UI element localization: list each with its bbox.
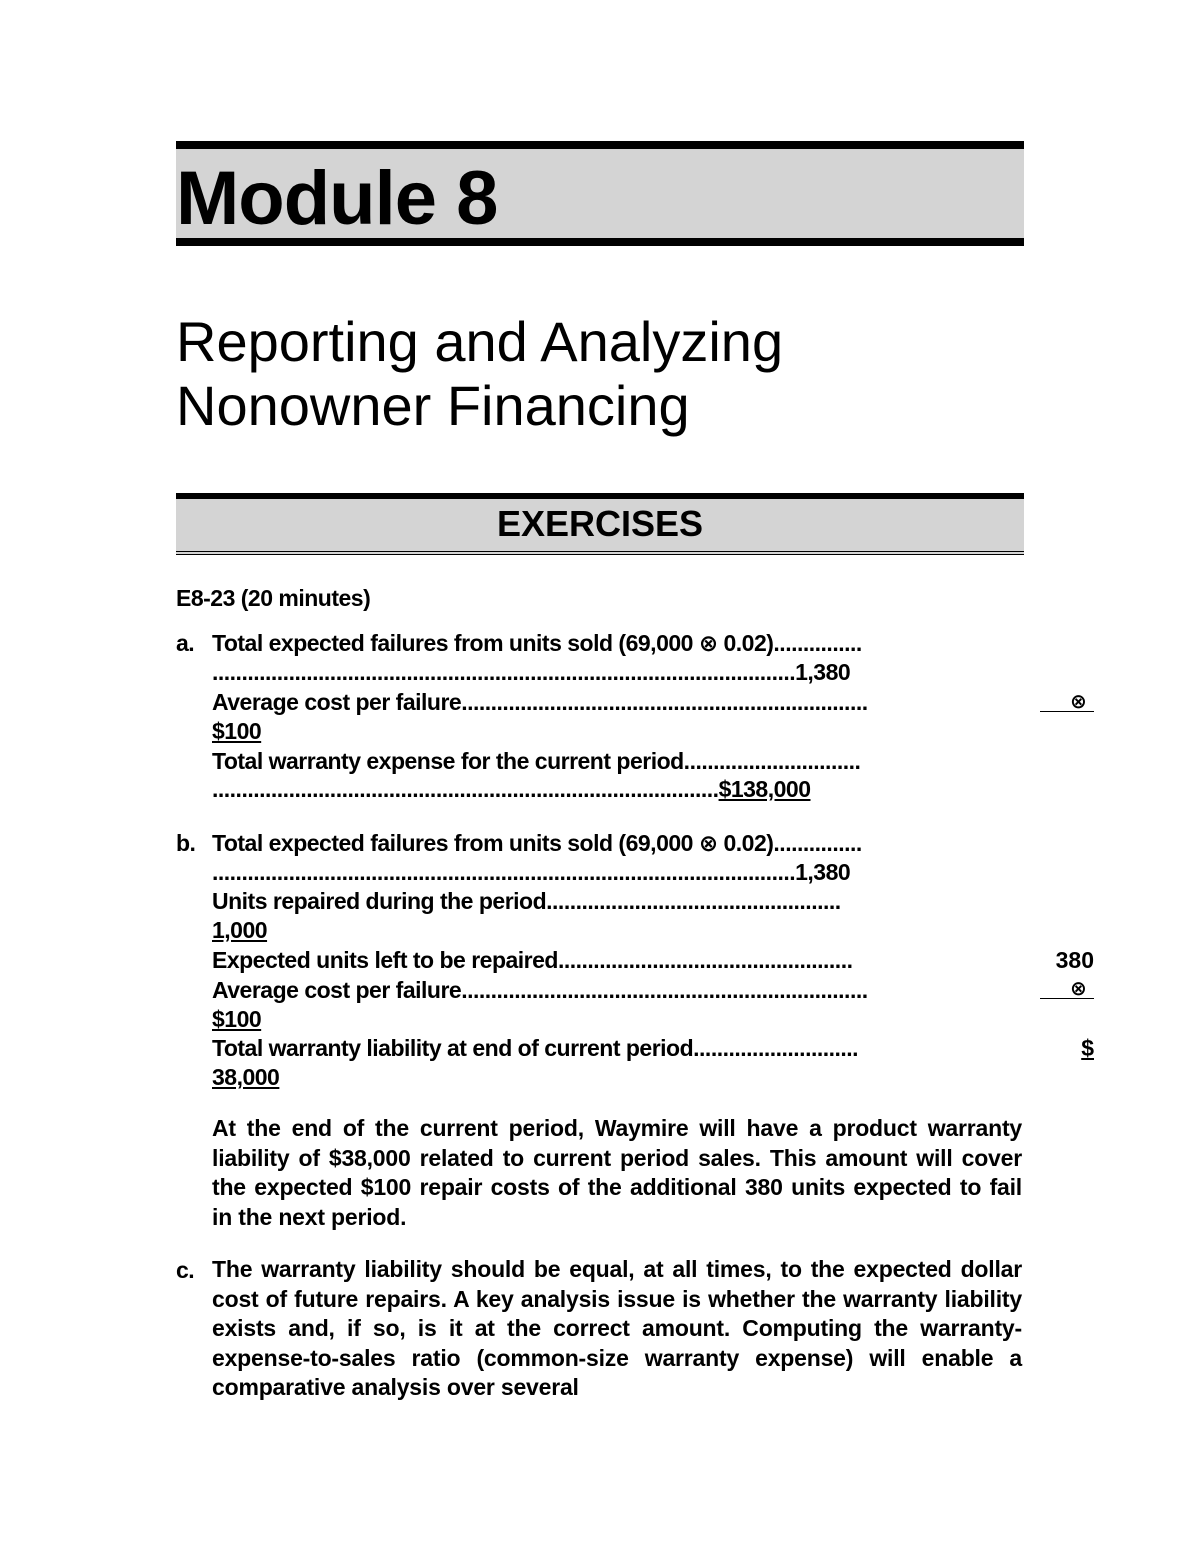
module-title: Module 8 <box>176 156 498 241</box>
part-b-line-4-value: $100 <box>212 1006 262 1032</box>
part-c-paragraph: The warranty liability should be equal, at all times, to the expected dollar cost of future repairs. A key analysis issue is whether the warranty liability exists and, if so, is it at the correct amount. Computing the warranty-expense-to-sales ratio (common-size warranty expense) will enable a comparative analysis over several <box>212 1256 1022 1400</box>
part-a-label: a. <box>176 630 195 656</box>
subtitle-line-2: Nonowner Financing <box>176 374 690 437</box>
subtitle-line-1: Reporting and Analyzing <box>176 310 784 373</box>
part-c-label: c. <box>176 1257 195 1283</box>
part-a-line-1: Total expected failures from units sold (69,000 ⊗ 0.02)............... <box>212 630 862 656</box>
exercises-heading: EXERCISES <box>496 503 704 544</box>
chapter-subtitle <box>176 310 783 438</box>
part-a-line-1-cont: ...................................................................................................1,380 <box>212 659 851 685</box>
part-b-line-4: Average cost per failure..................................................................... <box>212 977 868 1003</box>
multiply-icon: ⊗ <box>1070 978 1087 1000</box>
part-a-line-3-cont <box>212 774 811 804</box>
multiply-icon: ⊗ <box>1070 691 1087 713</box>
part-a-line-3: Total warranty expense for the current period.............................. <box>212 748 861 774</box>
module-banner <box>176 141 1024 246</box>
part-a-total-expense: $138,000 <box>718 776 811 802</box>
part-b-paragraph: At the end of the current period, Waymire will have a product warranty liability of $38,000 related to current period sales. This amount will cover the expected $100 repair costs of the additional 380 units expected to fail in the next period. <box>212 1115 1022 1230</box>
exercise-title: E8-23 (20 minutes) <box>176 585 371 611</box>
part-b-line-5: Total warranty liability at end of current period............................ <box>212 1035 859 1061</box>
exercises-banner <box>176 493 1024 555</box>
part-b-line-2-value: 1,000 <box>212 917 268 943</box>
part-a-line-3-dots: ...................................................................................... <box>212 776 719 802</box>
part-b-label: b. <box>176 830 196 856</box>
dollar-sign: $ <box>1081 1035 1094 1061</box>
part-a-line-2-value: $100 <box>212 718 262 744</box>
part-b-line-3-value: 380 <box>1055 947 1094 973</box>
part-b-line-3: Expected units left to be repaired.................................................. <box>212 947 853 973</box>
part-b-line-1: Total expected failures from units sold (69,000 ⊗ 0.02)............... <box>212 830 862 856</box>
part-b-line-2: Units repaired during the period.................................................. <box>212 888 841 914</box>
part-b-line-1-cont: ...................................................................................................1,380 <box>212 859 851 885</box>
part-b-total-liability: 38,000 <box>212 1064 280 1090</box>
part-a-line-2: Average cost per failure..................................................................... <box>212 689 868 715</box>
